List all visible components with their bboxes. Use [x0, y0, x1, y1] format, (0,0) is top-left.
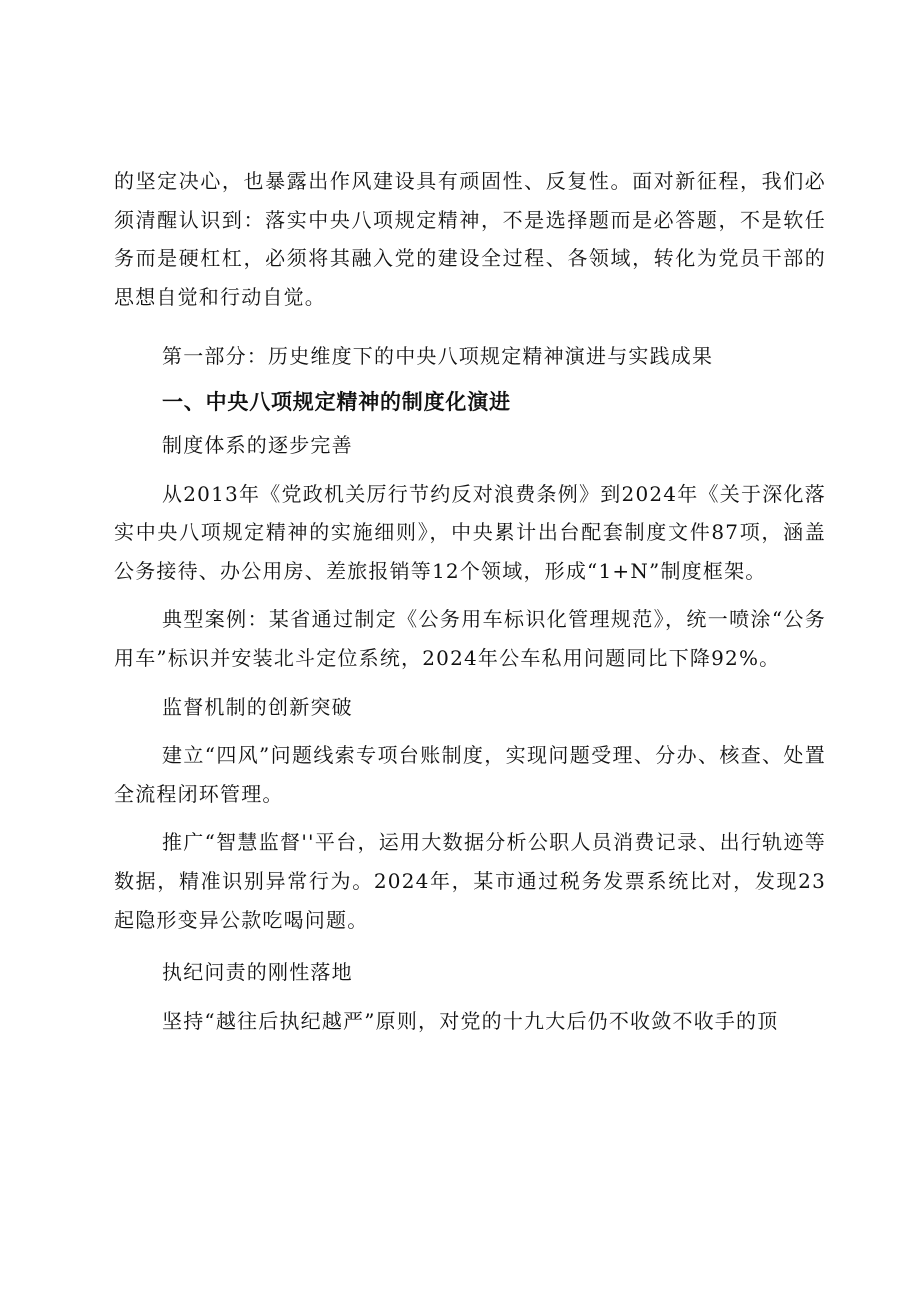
subsection-title-accountability: 执纪问责的刚性落地 [162, 960, 353, 985]
part-title: 第一部分：历史维度下的中央八项规定精神演进与实践成果 [162, 344, 714, 369]
intro-paragraph: 的坚定决心，也暴露出作风建设具有顽固性、反复性。面对新征程，我们必须清醒认识到：落实中央八项规定精神，不是选择题而是必答题，不是软任务而是硬杠杠，必须将其融入党的建设全过程、各领域，转化为党员干部的思想自觉和行动自觉。 [114, 169, 826, 309]
section-heading: 一、中央八项规定精神的制度化演进 [162, 389, 511, 414]
body-paragraph: 坚持“越往后执纪越严”原则，对党的十九大后仍不收敛不收手的顶 [162, 1008, 779, 1033]
body-paragraph: 从2013年《党政机关厉行节约反对浪费条例》到2024年《关于深化落实中央八项规定精神的实施细则》，中央累计出台配套制度文件87项，涵盖公务接待、办公用房、差旅报销等12个领域，形成“1+N”制度框架。 [114, 481, 826, 583]
body-paragraph: 推广“智慧监督''平台，运用大数据分析公职人员消费记录、出行轨迹等数据，精准识别异常行为。2024年，某市通过税务发票系统比对，发现23起隐形变异公款吃喝问题。 [114, 830, 826, 932]
case-paragraph: 典型案例：某省通过制定《公务用车标识化管理规范》，统一喷涂“公务用车”标识并安装北斗定位系统，2024年公车私用问题同比下降92%。 [114, 607, 826, 670]
body-paragraph: 建立“四风”问题线索专项台账制度，实现问题受理、分办、核查、处置全流程闭环管理。 [114, 743, 826, 806]
subsection-title-system: 制度体系的逐步完善 [162, 432, 353, 457]
subsection-title-supervision: 监督机制的创新突破 [162, 694, 353, 719]
document-body [114, 162, 826, 1040]
